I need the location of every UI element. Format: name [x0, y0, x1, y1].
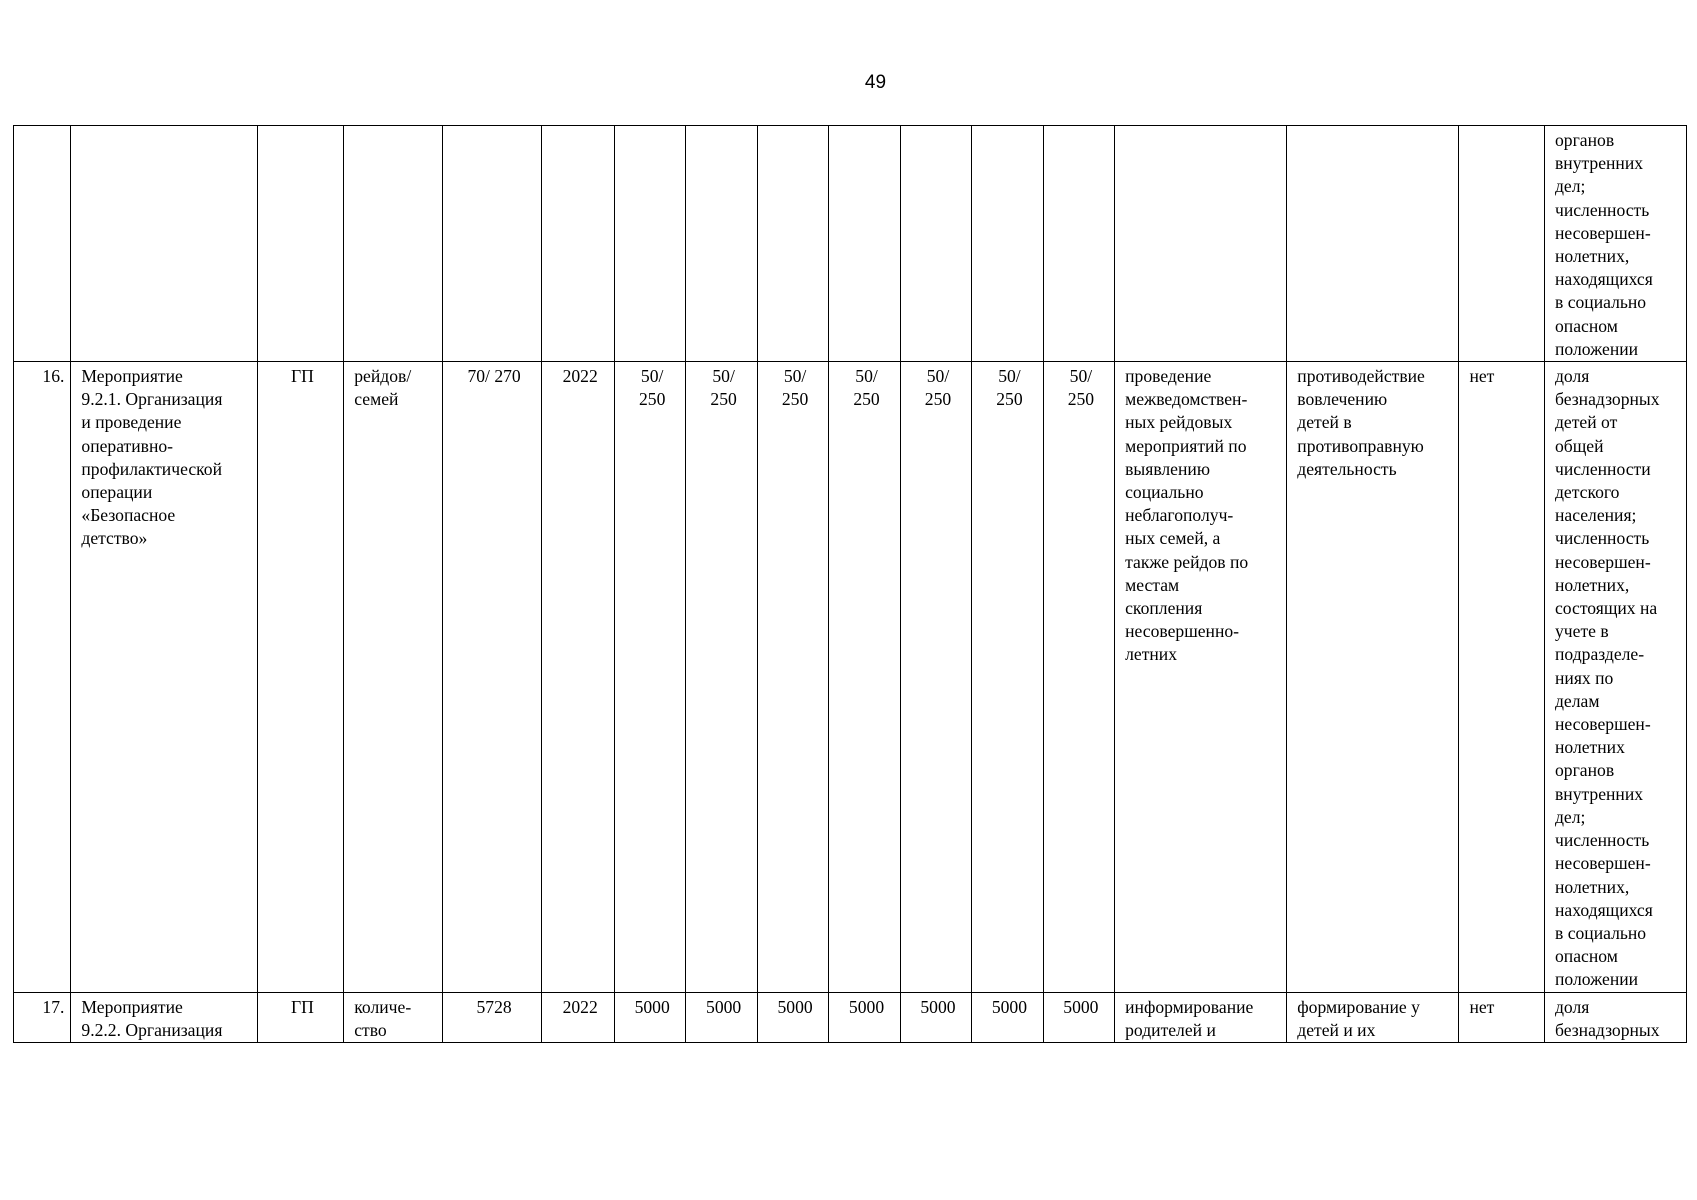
row-number-cell: 17.: [14, 992, 71, 1042]
year-value-cell: 5000: [757, 992, 828, 1042]
base-year-cell: 2022: [542, 992, 615, 1042]
table-row: [14, 362, 1687, 992]
year-value-cell: 5000: [829, 992, 900, 1042]
year-value-cell: 5000: [614, 992, 685, 1042]
year-value-cell: [900, 126, 971, 362]
year-value-cell: [972, 126, 1043, 362]
unit-cell: [344, 126, 443, 362]
measure-name-cell: Мероприятие 9.2.2. Организация: [71, 992, 257, 1042]
row-number-cell: 16.: [14, 362, 71, 992]
year-value-cell: [686, 126, 757, 362]
description-cell: проведение межведомствен- ных рейдовых мероприятий по выявлению социально неблагополуч- ных семей, а также рейдов по местам скопления несовершенно- летних: [1115, 362, 1287, 992]
year-value-cell: 5000: [900, 992, 971, 1042]
flag-cell: нет: [1459, 992, 1545, 1042]
measure-name-cell: [71, 126, 257, 362]
indicator-cell: доля безнадзорных детей от общей численности детского населения; численность несовершен- нолетних, состоящих на учете в подразделе- ниях по делам несовершен- нолетних органов внутренних дел; численность несовершен- нолетних, находящихся в социально опасном положении: [1544, 362, 1686, 992]
year-value-cell: 50/ 250: [972, 362, 1043, 992]
page-number: 49: [864, 72, 887, 93]
indicator-cell: органов внутренних дел; численность несовершен- нолетних, находящихся в социально опасном положении: [1544, 126, 1686, 362]
base-value-cell: 70/ 270: [442, 362, 542, 992]
description-cell: информирование родителей и: [1115, 992, 1287, 1042]
year-value-cell: 50/ 250: [757, 362, 828, 992]
year-value-cell: [1043, 126, 1114, 362]
unit-cell: рейдов/ семей: [344, 362, 443, 992]
year-value-cell: 5000: [1043, 992, 1114, 1042]
program-type-cell: [257, 126, 344, 362]
flag-cell: [1459, 126, 1545, 362]
year-value-cell: 50/ 250: [900, 362, 971, 992]
goal-cell: формирование у детей и их: [1287, 992, 1459, 1042]
table-row: [14, 126, 1687, 362]
unit-cell: количе- ство: [344, 992, 443, 1042]
base-value-cell: 5728: [442, 992, 542, 1042]
program-type-cell: ГП: [257, 362, 344, 992]
year-value-cell: [757, 126, 828, 362]
year-value-cell: 5000: [972, 992, 1043, 1042]
year-value-cell: 50/ 250: [614, 362, 685, 992]
year-value-cell: [829, 126, 900, 362]
description-cell: [1115, 126, 1287, 362]
flag-cell: нет: [1459, 362, 1545, 992]
year-value-cell: 50/ 250: [1043, 362, 1114, 992]
year-value-cell: 5000: [686, 992, 757, 1042]
goal-cell: [1287, 126, 1459, 362]
year-value-cell: 50/ 250: [686, 362, 757, 992]
measures-table: [13, 125, 1687, 1043]
row-number-cell: [14, 126, 71, 362]
table-row: [14, 992, 1687, 1042]
measure-name-cell: Мероприятие 9.2.1. Организация и проведение оперативно- профилактической операции «Безопасное детство»: [71, 362, 257, 992]
year-value-cell: [614, 126, 685, 362]
year-value-cell: 50/ 250: [829, 362, 900, 992]
program-type-cell: ГП: [257, 992, 344, 1042]
base-year-cell: 2022: [542, 362, 615, 992]
indicator-cell: доля безнадзорных: [1544, 992, 1686, 1042]
goal-cell: противодействие вовлечению детей в противоправную деятельность: [1287, 362, 1459, 992]
base-value-cell: [442, 126, 542, 362]
base-year-cell: [542, 126, 615, 362]
